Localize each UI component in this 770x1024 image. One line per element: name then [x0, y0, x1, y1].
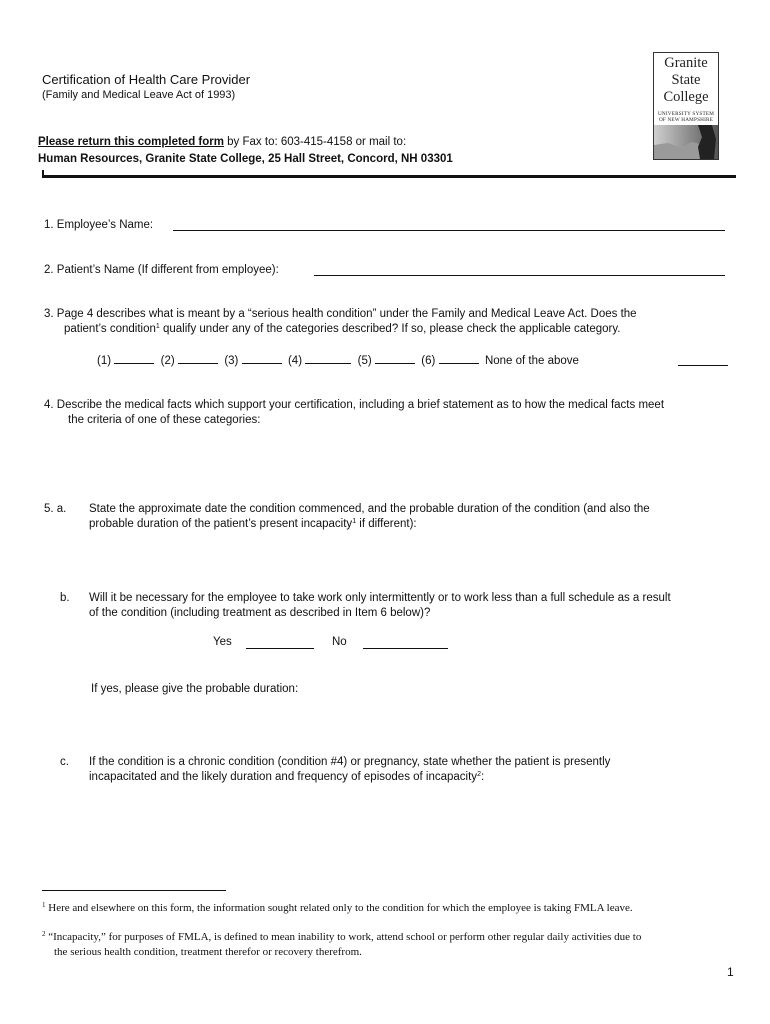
q3-line-2b: qualify under any of the categories described? If so, please check the applicable category.	[159, 323, 621, 335]
q5a-number: 5. a.	[44, 503, 67, 515]
yes-blank[interactable]	[246, 636, 314, 649]
q5b-number: b.	[60, 592, 70, 604]
q3-line-2	[64, 321, 620, 337]
q5c-number: c.	[60, 756, 69, 768]
option-none-label: None of the above	[484, 355, 579, 367]
page-number: 1	[727, 965, 734, 979]
no-blank[interactable]	[363, 636, 448, 649]
no-label: No	[332, 636, 347, 648]
q3-line-1: 3. Page 4 describes what is meant by a “serious health condition” under the Family and Medical Leave Act. Does the	[44, 308, 637, 320]
q5c-line-2	[89, 769, 484, 785]
category-options	[97, 351, 579, 369]
mailing-address: Human Resources, Granite State College, 25 Hall Street, Concord, NH 03301	[38, 153, 453, 165]
yes-label: Yes	[213, 636, 232, 648]
footnote-1-text: Here and elsewhere on this form, the information sought related only to the condition for which the employee is taking FMLA leave.	[45, 902, 633, 914]
option-3-label: (3)	[224, 355, 239, 367]
option-none-blank[interactable]	[678, 353, 728, 366]
employee-name-label: 1. Employee’s Name:	[44, 219, 154, 231]
footnote-1-number: 1	[42, 901, 46, 909]
option-5-label: (5)	[357, 355, 372, 367]
footnote-2-line-2: the serious health condition, treatment therefor or recovery therefrom.	[54, 946, 362, 958]
logo-word-college: College	[663, 89, 709, 105]
q5a-line-1: State the approximate date the condition commenced, and the probable duration of the condition (and also the	[89, 503, 650, 515]
footnote-1	[42, 901, 742, 916]
footnote-2-number: 2	[42, 930, 46, 938]
logo-word-granite: Granite	[664, 55, 708, 71]
option-2-blank[interactable]	[178, 351, 218, 364]
option-4-blank[interactable]	[305, 351, 351, 364]
option-5-blank[interactable]	[375, 351, 415, 364]
logo-sub-line-1: UNIVERSITY SYSTEM	[657, 111, 715, 117]
footnote-ref-1: 1	[155, 323, 160, 330]
return-instructions-bold: Please return this completed form	[38, 136, 224, 148]
q5a-line-2a: probable duration of the patient’s present incapacity	[89, 518, 353, 530]
option-6-label: (6)	[421, 355, 436, 367]
return-instructions	[38, 136, 406, 148]
q5c-line-2a: incapacitated and the likely duration and frequency of episodes of incapacity	[89, 771, 478, 783]
q5b-line-1: Will it be necessary for the employee to take work only intermittently or to work less than a full schedule as a result	[89, 592, 671, 604]
q5a-line-2b: if different):	[356, 518, 417, 530]
option-1-blank[interactable]	[114, 351, 154, 364]
option-4-label: (4)	[287, 355, 303, 367]
q5c-line-1: If the condition is a chronic condition (condition #4) or pregnancy, state whether the patient is presently	[89, 756, 611, 768]
patient-name-label: 2. Patient’s Name (If different from employee):	[44, 264, 279, 276]
footnote-separator	[42, 890, 226, 891]
footnote-ref-1b: 1	[352, 518, 357, 525]
return-instructions-fax: by Fax to: 603-415-4158 or mail to:	[223, 136, 407, 148]
q4-line-1: 4. Describe the medical facts which support your certification, including a brief statement as to how the medical facts meet	[44, 399, 665, 411]
granite-state-college-logo	[653, 52, 719, 160]
form-title: Certification of Health Care Provider	[42, 72, 251, 87]
option-1-label: (1)	[97, 355, 112, 367]
q5a-line-2	[89, 516, 417, 532]
q5b-line-2: of the condition (including treatment as described in Item 6 below)?	[89, 607, 431, 619]
header-divider	[42, 175, 736, 178]
q4-line-2: the criteria of one of these categories:	[68, 414, 261, 426]
form-subtitle: (Family and Medical Leave Act of 1993)	[42, 89, 236, 101]
q5b-followup: If yes, please give the probable duration:	[91, 683, 299, 695]
footnote-ref-2: 2	[477, 771, 481, 778]
patient-name-field[interactable]	[314, 263, 725, 276]
footnote-2-line-1: “Incapacity,” for purposes of FMLA, is defined to mean inability to work, attend school or perform other regular daily activities due to	[45, 931, 642, 943]
new-hampshire-shape-icon	[654, 125, 718, 159]
logo-sub-line-2: OF NEW HAMPSHIRE	[658, 117, 714, 123]
option-6-blank[interactable]	[439, 351, 479, 364]
footnote-2	[42, 930, 742, 945]
option-2-label: (2)	[160, 355, 175, 367]
option-3-blank[interactable]	[242, 351, 282, 364]
q3-line-2a: patient’s condition	[64, 323, 156, 335]
logo-word-state: State	[671, 72, 701, 88]
q5c-line-2b: :	[480, 771, 485, 783]
employee-name-field[interactable]	[173, 218, 725, 231]
